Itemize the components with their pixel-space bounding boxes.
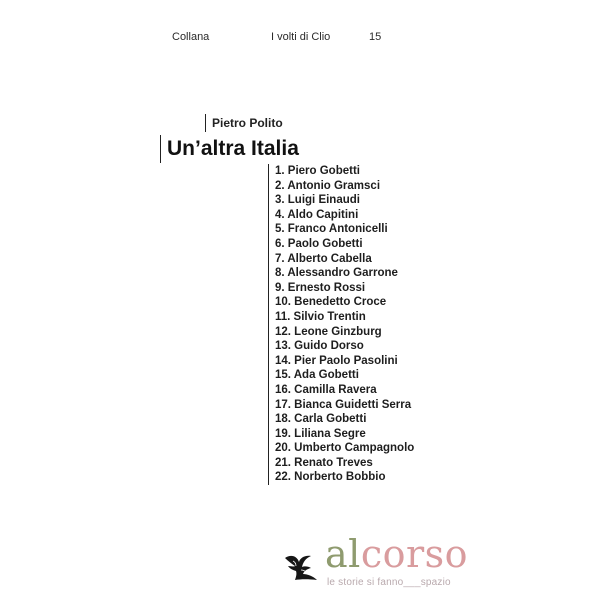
list-item: 10. Benedetto Croce	[275, 296, 387, 309]
series-number: 15	[369, 31, 382, 43]
list-item: 7. Alberto Cabella	[275, 252, 372, 265]
list-item: 17. Bianca Guidetti Serra	[275, 398, 412, 411]
list-item: 9. Ernesto Rossi	[275, 281, 366, 294]
list-item: 5. Franco Antonicelli	[275, 223, 388, 236]
page-header	[0, 31, 600, 47]
series-label: Collana	[172, 31, 210, 43]
list-item: 11. Silvio Trentin	[275, 310, 366, 323]
list-item: 22. Norberto Bobbio	[275, 471, 386, 484]
list-item: 19. Liliana Segre	[275, 427, 366, 440]
book-author: Pietro Polito	[205, 114, 283, 132]
list-item: 3. Luigi Einaudi	[275, 194, 360, 207]
list-item: 14. Pier Paolo Pasolini	[275, 354, 398, 367]
list-item: 21. Renato Treves	[275, 456, 373, 469]
list-item: 8. Alessandro Garrone	[275, 267, 398, 280]
series-name: I volti di Clio	[271, 31, 331, 43]
publisher-tagline: le storie si fanno___spazio	[327, 577, 451, 588]
list-item: 6. Paolo Gobetti	[275, 237, 363, 250]
list-item: 2. Antonio Gramsci	[275, 179, 381, 192]
publisher-name-part2: corso	[360, 532, 469, 576]
list-item: 16. Camilla Ravera	[275, 383, 377, 396]
bird-icon	[283, 552, 319, 582]
list-item: 20. Umberto Campagnolo	[275, 442, 415, 455]
book-title: Un’altra Italia	[160, 135, 299, 163]
list-item: 13. Guido Dorso	[275, 340, 364, 353]
list-item: 18. Carla Gobetti	[275, 413, 367, 426]
publisher-name-part1: al	[325, 532, 361, 576]
publisher-name	[325, 534, 468, 574]
list-item: 1. Piero Gobetti	[275, 165, 360, 177]
publisher-logo	[283, 532, 483, 588]
list-item: 12. Leone Ginzburg	[275, 325, 382, 338]
list-item: 4. Aldo Capitini	[275, 208, 359, 221]
volume-list	[268, 164, 414, 485]
list-item: 15. Ada Gobetti	[275, 369, 359, 382]
